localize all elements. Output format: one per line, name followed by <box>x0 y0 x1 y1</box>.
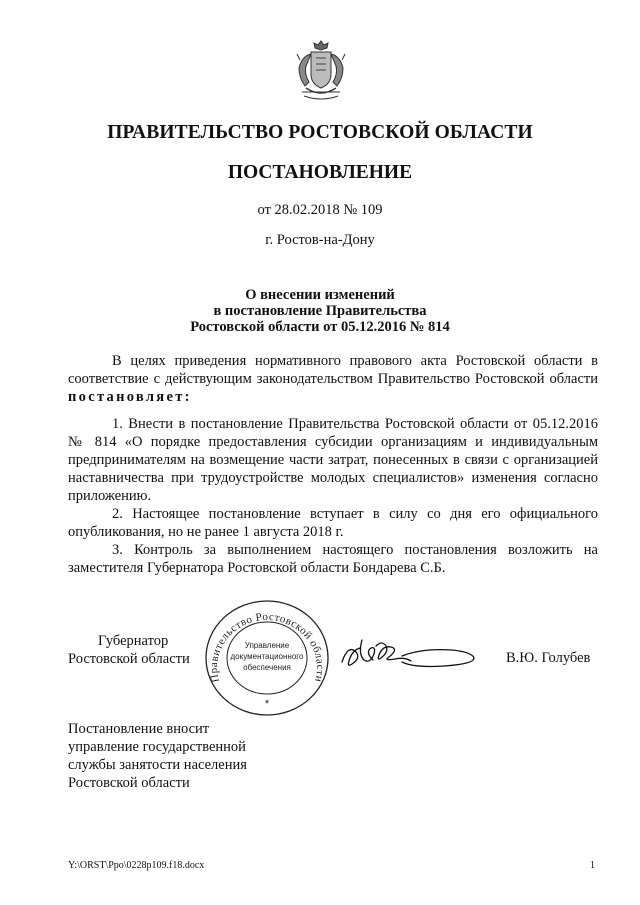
document-date-number: от 28.02.2018 № 109 <box>257 202 383 218</box>
note-line: управление государственной <box>68 739 246 755</box>
official-seal <box>203 598 331 718</box>
signatory-title-line: Ростовской области <box>68 651 190 667</box>
seal-ring-text: Правительство Ростовской области <box>207 610 327 684</box>
file-path: Y:\ORST\Ppo\0228p109.f18.docx <box>68 860 205 871</box>
signatory-title-line: Губернатор <box>98 633 169 649</box>
seal-star: * <box>264 698 270 710</box>
signatory-title <box>68 632 190 668</box>
document-body <box>68 352 598 577</box>
item-paragraph: 2. Настоящее постановление вступает в силу со дня его официального опубликования, но не ранее 1 августа 2018 г. <box>68 506 598 540</box>
subject-line: О внесении изменений <box>245 287 395 303</box>
preamble-text: В целях приведения нормативного правового акта Ростовской области в соответствие с действующим законодательством Правительство Ростовской области <box>68 353 598 387</box>
coat-of-arms-icon <box>294 38 348 100</box>
item-paragraph: 3. Контроль за выполнением настоящего постановления возложить на заместителя Губернатора Ростовской области Бондарева С.Б. <box>68 542 598 576</box>
page-number: 1 <box>590 860 595 871</box>
seal-center-line: документационного <box>230 652 304 661</box>
seal-center-line: обеспечения <box>243 663 291 672</box>
note-line: Ростовской области <box>68 775 190 791</box>
organization-title: ПРАВИТЕЛЬСТВО РОСТОВСКОЙ ОБЛАСТИ <box>107 122 533 143</box>
handwritten-signature <box>338 632 478 678</box>
note-line: службы занятости населения <box>68 757 247 773</box>
signatory-name: В.Ю. Голубев <box>506 650 591 666</box>
submission-note <box>68 720 247 792</box>
document-city: г. Ростов-на-Дону <box>265 232 375 248</box>
document-subject <box>0 287 640 335</box>
seal-center-line: Управление <box>244 641 290 650</box>
subject-line: Ростовской области от 05.12.2016 № 814 <box>190 319 450 335</box>
subject-line: в постановление Правительства <box>213 303 427 319</box>
decree-word: постановляет: <box>68 389 192 405</box>
document-type-title: ПОСТАНОВЛЕНИЕ <box>227 162 413 183</box>
note-line: Постановление вносит <box>68 721 210 737</box>
item-paragraph: 1. Внести в постановление Правительства Ростовской области от 05.12.2016 № 814 «О порядке предоставления субсидии организациям и индивидуальным предпринимателям на возмещение части затрат, понесенных в связи с организацией наставничества при трудоустройстве молодых специалистов» изменения согласно приложению. <box>68 416 598 504</box>
preamble-paragraph <box>68 352 598 406</box>
